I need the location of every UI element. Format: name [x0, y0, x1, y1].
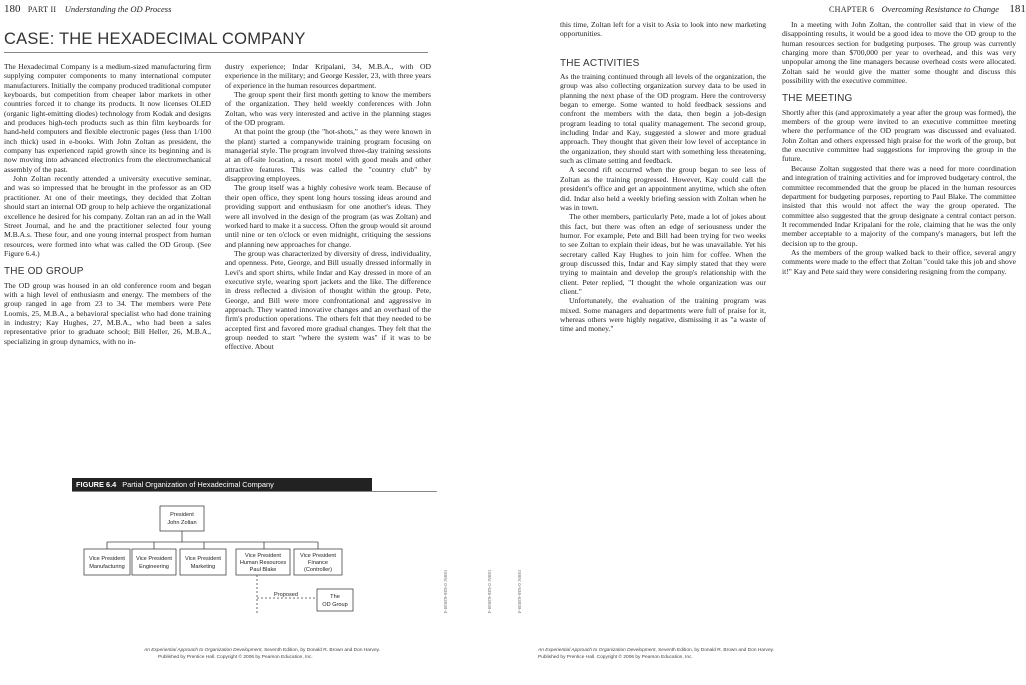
paragraph: John Zoltan recently attended a university executive seminar, and was so impressed that he brought in the professor as an OD practitioner. At one of their meetings, they decided that Zoltan should start an internal OD group to help achieve the organizational excellence he desired for his company. Zoltan ran an ad in the Wall Street Journal, and he and the practitioner selected four young M.B.A.s. These four, and one young internal prospect from human resources, were formed into what was called the OD Group. (See Figure 6.4.) [4, 174, 211, 258]
book-title: An Experiential Approach to Organization Development [538, 648, 656, 653]
vp-human-resources-box [236, 549, 290, 575]
right-column-1 [560, 20, 766, 470]
vp-title: Vice President [89, 556, 125, 562]
left-running-head [4, 3, 171, 15]
vp-finance-box [294, 549, 342, 575]
vp-manufacturing-box [84, 549, 130, 575]
proposed-label: Proposed [274, 592, 298, 598]
right-footer [538, 648, 774, 661]
book-title: An Experiential Approach to Organization Development [144, 648, 262, 653]
president-box [160, 506, 204, 531]
right-page-number: 181 [1009, 3, 1026, 15]
vp-area: Engineering [139, 564, 169, 570]
president-name: John Zoltan [167, 520, 197, 526]
isbn-vertical: ISBN: 0-536-63939-4 [487, 570, 492, 614]
vp-engineering-box [132, 549, 176, 575]
paragraph: dustry experience; Indar Kripalani, 34, M.B.A., with OD experience in the military; and George Kessler, 23, with three years of experience in the human resources department. [225, 62, 431, 90]
paragraph: The other members, particularly Pete, made a lot of jokes about this fact, but there was often an edge of seriousness under the humor. For example, Pete and Bill had been trying for two weeks to see Zoltan to explain their ideas, but he was unavailable. Yet his secretary called Kay Hughes to join him for coffee. When the group discussed this, Indar and Kay simply stated that they were trying to maintain and develop the group's relationship with the client. Peter replied, "I thought the whole organization was our client." [560, 212, 766, 296]
paragraph: In a meeting with John Zoltan, the controller said that in view of the disappointing results, it would be a good idea to move the OD group to the human resources section for budgeting purposes. The group was currently charging more than $700,000 per year to overhead, and this was very unpopular among the line managers because overhead costs were allocated. Zoltan said he would give the matter some thought and discuss this possibility with the executive committee. [782, 20, 1016, 86]
vp-area: Marketing [190, 564, 216, 570]
footer-copyright: Published by Prentice Hall. Copyright © 2006 by Pearson Education, Inc. [158, 654, 313, 660]
od-group-heading: THE OD GROUP [4, 266, 84, 278]
vp-area: Human Resources [239, 560, 287, 566]
isbn-vertical: ISBN: 0-536-63939-4 [443, 570, 448, 614]
right-column-2 [782, 20, 1016, 470]
org-chart [72, 492, 437, 638]
footer-copyright: Published by Prentice Hall. Copyright © 2006 by Pearson Education, Inc. [538, 654, 693, 660]
figure-caption [72, 478, 372, 491]
left-column-2 [225, 62, 431, 470]
left-page [0, 0, 512, 685]
footer-credit: , Seventh Edition, by Donald R. Brown and Don Harvey. [261, 648, 380, 653]
chapter-title: Overcoming Resistance to Change [881, 4, 1000, 14]
case-title: CASE: THE HEXADECIMAL COMPANY [4, 30, 428, 53]
part-title: Understanding the OD Process [64, 4, 172, 14]
paragraph: Because Zoltan suggested that there was a need for more coordination and integration of training activities and for improved budgetary control, the committee recommended that the group be placed in the human resources department for budgeting purposes, reporting to Paul Blake. The committee insisted that this would not affect the way the group operated. The committee also suggested that the group designate a central contact person. It recommended Indar Kripalani for the role, claiming that he was the only member acceptable to a majority of the company's managers, but left the decision up to the group. [782, 163, 1016, 248]
paragraph: The group itself was a highly cohesive work team. Because of their open office, they spent long hours tossing ideas around and providing support and enthusiasm for one another's ideas. They were all involved in the design of the program (as was Zoltan) and worked hard to make it a success. Often the group would sit around until nine or ten o'clock or even midnight, critiquing the sessions and planning new approaches for change. [225, 183, 431, 249]
paragraph: The group was characterized by diversity of dress, individuality, and openness. Pete, George, and Bill usually dressed informally in Levi's and sport shirts, while Indar and Kay dressed in more of an executive style, wearing sport jackets and the like. The difference in dress reflected a division of thought within the group. Pete, George, and Bill were more confrontational and aggressive in approach. They wanted innovative changes and an overhaul of the firm's production operations. The others felt that they needed to be accepted first and favored more gradual changes. They felt that the group needed to start "where the system was" if it was to be effective. About [225, 248, 431, 352]
paragraph: At that point the group (the "hot-shots," as they were known in the plant) started a companywide training program focusing on managerial style. The program involved three-day training sessions at an off-site location, a resort motel with good meals and other attractive features. This was called the "country club" by disapproving employees. [225, 127, 431, 184]
figure-6-4 [72, 478, 437, 638]
activities-heading: THE ACTIVITIES [560, 57, 640, 69]
paragraph: Shortly after this (and approximately a year after the group was formed), the members of the group were invited to an executive committee meeting where the performance of the OD program was discussed and evaluated. John Zoltan and others expressed high praise for the work of the group, but the executive committee had suggestions for improving the group in the future. [782, 107, 1016, 164]
od-box-line1: The [330, 594, 340, 600]
paragraph: Unfortunately, the evaluation of the training program was mixed. Some managers and departments were full of praise for it, whereas others were highly negative, dismissing it as "a waste of time and money." [560, 296, 766, 334]
vp-title: Vice President [245, 553, 281, 559]
footer-credit: , Seventh Edition, by Donald R. Brown and Don Harvey. [655, 648, 774, 653]
vp-title: Vice President [185, 556, 221, 562]
left-column-1 [4, 62, 211, 470]
paragraph: A second rift occurred when the group began to see less of Zoltan as the training progressed. However, Kay could call the president's office and get an appointment anytime, which she often did. Indar also held a weekly briefing session with Zoltan when he was in town. [560, 165, 766, 212]
part-label: PART II [27, 5, 57, 14]
vp-area: Finance [308, 560, 328, 566]
president-title: President [170, 512, 194, 518]
right-page [512, 0, 1024, 685]
vp-name: Paul Blake [249, 567, 277, 573]
chapter-label: CHAPTER 6 [829, 5, 875, 14]
left-page-number: 180 [4, 3, 21, 15]
figure-title: Partial Organization of Hexadecimal Company [122, 480, 274, 489]
od-group-box [317, 589, 353, 611]
paragraph: The OD group was housed in an old conference room and began with a high level of enthusiasm and energy. The members of the group ranged in age from 23 to 34. The members were Pete Loomis, 25, M.B.A., a behavioral specialist who had done training in industry; Kay Hughes, 27, M.B.A., who had been a sales representative prior to graduate school; Bill Heller, 26, M.B.A., specializing in group dynamics, with no in- [4, 280, 211, 346]
left-footer [144, 648, 380, 661]
paragraph: As the training continued through all levels of the organization, the group was also collecting organization survey data to be used in planning the next phase of the OD program. Here the controversy began to emerge. Some wanted to hold feedback sessions and confront the members with the data, then begin a job-design program leading to total quality management. The second group, including Indar and Kay, suggested a slower and more gradual approach. They thought that given their low level of acceptance in the organization, they should start with something less threatening, such as climate setting and feedback. [560, 72, 766, 166]
paragraph: The group spent their first month getting to know the members of the organization. They held weekly conferences with John Zoltan, who was very interested and active in the planning stages of the OD program. [225, 90, 431, 128]
paragraph: this time, Zoltan left for a visit to Asia to look into new marketing opportunities. [560, 20, 766, 39]
meeting-heading: THE MEETING [782, 93, 853, 105]
paragraph: As the members of the group walked back to their office, several angry comments were made to the effect that Zoltan "could take this job and shove it!" Kay and Pete said they were considering resigning from the company. [782, 247, 1016, 276]
right-running-head [829, 3, 1026, 15]
vp-area: Manufacturing [89, 564, 125, 570]
figure-label: FIGURE 6.4 [76, 480, 117, 489]
vp-marketing-box [180, 549, 226, 575]
od-box-line2: OD Group [322, 602, 348, 608]
paragraph: The Hexadecimal Company is a medium-sized manufacturing firm supplying computer components to many international computer manufacturers. Initially the company produced traditional computer keyboards, but competition from cheaper labor markets in other countries forced it to change its products. It now licenses OLED (organic light-emitting diodes) technology from Kodak and designs and produces high-tech products such as thin film keyboards for hand-held computers and flexible electronic pages (less than 1/100 inch thick) used in e-books. With John Zoltan as president, the company has experienced rapid growth since its beginning and is now moving into advanced electronics from the electromechanical assembly of the past. [4, 62, 211, 174]
isbn-vertical: ISBN: 0-536-63939-4 [517, 570, 522, 614]
vp-note: (Controller) [304, 567, 332, 573]
vp-title: Vice President [136, 556, 172, 562]
vp-title: Vice President [300, 553, 336, 559]
